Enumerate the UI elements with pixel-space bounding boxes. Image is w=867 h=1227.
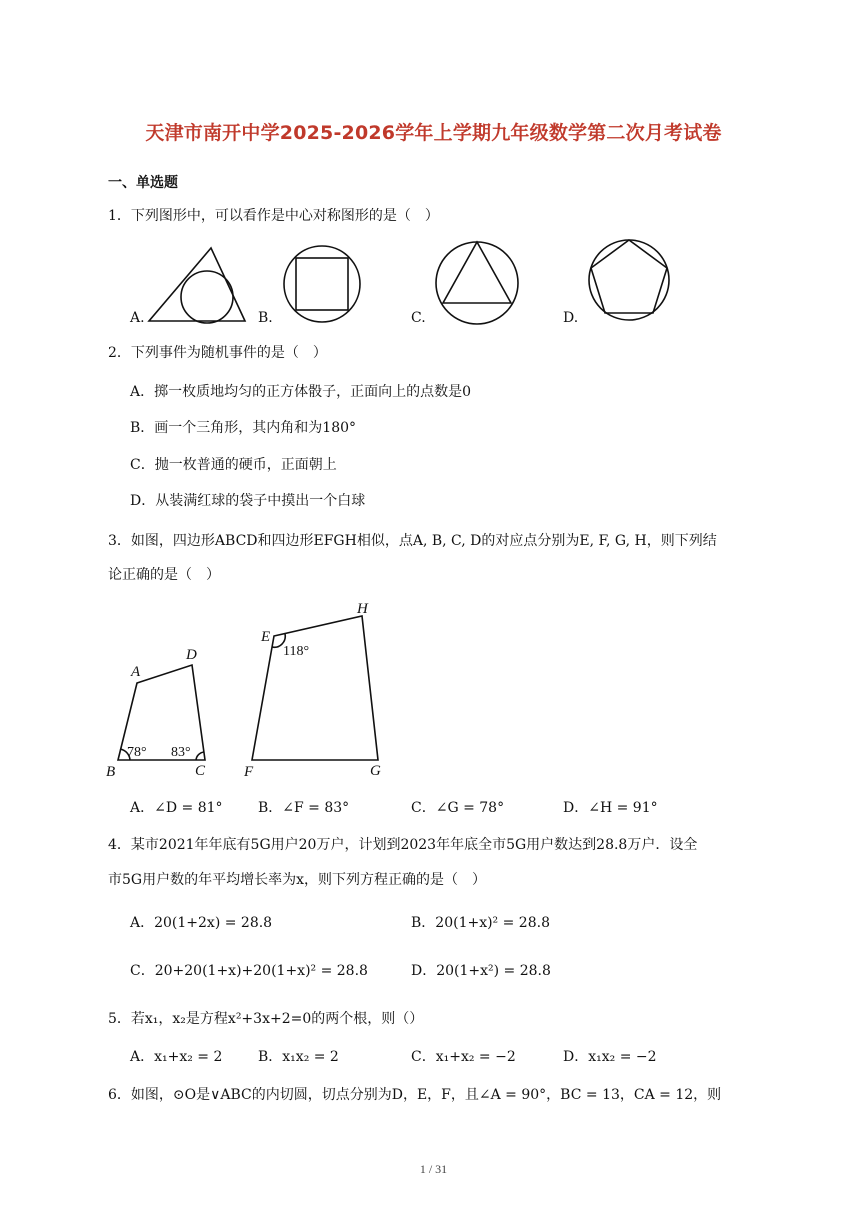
q1-option-c-label: C. xyxy=(411,310,426,326)
q2-option-d: D．从装满红球的袋子中摸出一个白球 xyxy=(130,493,366,509)
q3-option-a: A．∠D = 81° xyxy=(130,800,223,816)
question-3-stem-line1: 3．如图，四边形ABCD和四边形EFGH相似，点A, B, C, D的对应点分别为E, F, G, H，则下列结 xyxy=(108,533,717,549)
vertex-label-a: A xyxy=(131,664,141,680)
q2-option-c: C．抛一枚普通的硬币，正面朝上 xyxy=(130,457,337,473)
q4-option-d: D．20(1+x²) = 28.8 xyxy=(411,963,551,979)
angle-e-label: 118° xyxy=(283,644,310,659)
vertex-label-h: H xyxy=(357,601,368,617)
angle-c-label: 83° xyxy=(171,745,191,760)
angle-b-label: 78° xyxy=(127,745,147,760)
q3-option-d: D．∠H = 91° xyxy=(563,800,658,816)
question-1-stem: 1．下列图形中，可以看作是中心对称图形的是（ ） xyxy=(108,208,439,224)
q3-option-b: B．∠F = 83° xyxy=(258,800,350,816)
q2-option-b: B．画一个三角形，其内角和为180° xyxy=(130,420,357,436)
q3-option-c: C．∠G = 78° xyxy=(411,800,505,816)
question-3-stem-line2: 论正确的是（ ） xyxy=(108,567,220,583)
quadrilateral-efgh xyxy=(252,616,378,760)
vertex-label-g: G xyxy=(370,763,381,779)
q1-option-d-label: D. xyxy=(563,310,579,326)
page-number: 1 / 31 xyxy=(419,1162,448,1176)
q1-option-a-label: A. xyxy=(130,310,145,326)
question-6-stem: 6．如图，⊙O是∨ABC的内切圆，切点分别为D，E，F，且∠A = 90°，BC = 13，CA = 12，则 xyxy=(108,1087,722,1103)
q4-option-b: B．20(1+x)² = 28.8 xyxy=(411,915,550,931)
vertex-label-d: D xyxy=(186,647,197,663)
q4-option-a: A．20(1+2x) = 28.8 xyxy=(130,915,273,931)
q4-option-c: C．20+20(1+x)+20(1+x)² = 28.8 xyxy=(130,963,368,979)
q5-option-b: B．x₁x₂ = 2 xyxy=(258,1049,339,1065)
question-5-stem: 5．若x₁，x₂是方程x²+3x+2=0的两个根，则（） xyxy=(108,1011,424,1027)
angle-c-arc xyxy=(196,752,204,760)
vertex-label-f: F xyxy=(244,764,254,780)
vertex-label-e: E xyxy=(261,629,271,645)
q5-option-a: A．x₁+x₂ = 2 xyxy=(130,1049,223,1065)
page-title: 天津市南开中学2025-2026学年上学期九年级数学第二次月考试卷 xyxy=(145,122,722,144)
q2-option-a: A．掷一枚质地均匀的正方体骰子，正面向上的点数是0 xyxy=(130,384,472,400)
vertex-label-c: C xyxy=(195,763,206,779)
question-2-stem: 2．下列事件为随机事件的是（ ） xyxy=(108,345,327,361)
q1-option-b-label: B. xyxy=(258,310,273,326)
section-heading: 一、单选题 xyxy=(108,175,178,191)
q5-option-d: D．x₁x₂ = −2 xyxy=(563,1049,657,1065)
vertex-label-b: B xyxy=(106,764,116,780)
question-4-stem-line1: 4．某市2021年年底有5G用户20万户，计划到2023年年底全市5G用户数达到28.8万户．设全 xyxy=(108,837,698,853)
question-4-stem-line2: 市5G用户数的年平均增长率为x，则下列方程正确的是（ ） xyxy=(108,872,486,888)
q5-option-c: C．x₁+x₂ = −2 xyxy=(411,1049,516,1065)
